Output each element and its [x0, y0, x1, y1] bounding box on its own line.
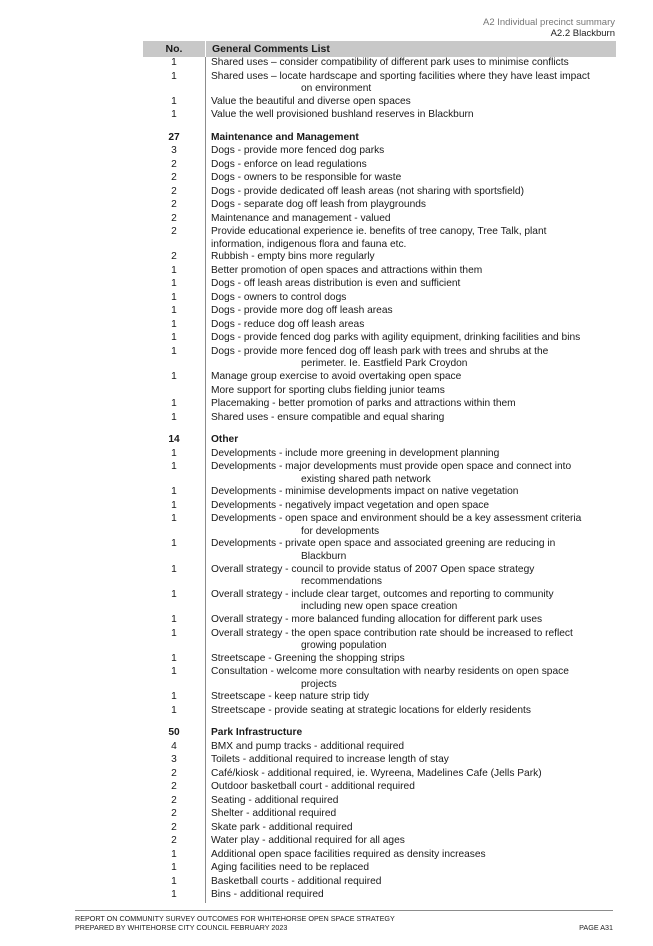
- count-cell: 1: [171, 614, 177, 625]
- comment-text: Dogs - reduce dog off leash areas: [211, 318, 365, 330]
- comment-text: including new open space creation: [301, 601, 458, 613]
- count-cell: 1: [171, 652, 177, 664]
- count-cell: 1: [171, 371, 177, 383]
- comment-text: Maintenance and management - valued: [211, 212, 391, 224]
- count-cell: 2: [171, 767, 177, 779]
- comment-text: Maintenance and Management: [211, 131, 359, 143]
- comment-text: Dogs - off leash areas distribution is even and sufficient: [211, 278, 461, 290]
- count-cell: 1: [171, 461, 177, 473]
- comment-cell: [205, 145, 616, 159]
- comment-text: Streetscape - Greening the shopping strips: [211, 652, 405, 664]
- comment-cell: [205, 849, 616, 863]
- comment-cell: [205, 398, 616, 412]
- comment-cell: [205, 538, 616, 563]
- comment-text: Value the beautiful and diverse open spaces: [211, 95, 411, 107]
- count-cell: 1: [171, 109, 177, 121]
- table-row: [143, 346, 616, 371]
- comment-text: Park Infrastructure: [211, 727, 303, 739]
- header-section-title: A2 Individual precinct summary: [483, 17, 615, 28]
- comment-cell: [205, 461, 616, 486]
- count-cell: 3: [171, 754, 177, 766]
- footer-page-number: PAGE A31: [579, 923, 613, 932]
- comment-text: Dogs - provide dedicated off leash areas (not sharing with sportsfield): [211, 185, 524, 197]
- table-row: [143, 109, 616, 123]
- column-header-comments: General Comments List: [212, 43, 330, 55]
- table-row: [143, 538, 616, 563]
- comment-text: Overall strategy - more balanced funding allocation for different park uses: [211, 614, 543, 625]
- comment-cell: [205, 109, 616, 123]
- count-cell: 1: [171, 447, 177, 459]
- table-row: [143, 186, 616, 200]
- table-row: [143, 513, 616, 538]
- table-row: [143, 461, 616, 486]
- comment-cell: [205, 448, 616, 462]
- comment-cell: [205, 305, 616, 319]
- table-row: [143, 564, 616, 589]
- comment-text: Shared uses – consider compatibility of different park uses to minimise conflicts: [211, 57, 569, 68]
- comment-cell: [205, 822, 616, 836]
- table-row: [143, 500, 616, 514]
- comment-text: growing population: [301, 640, 387, 652]
- comment-text: information, indigenous flora and fauna etc.: [211, 238, 407, 250]
- table-header: [143, 41, 616, 57]
- table-row: [143, 448, 616, 462]
- comments-table: [143, 41, 616, 903]
- comment-text: Overall strategy - council to provide status of 2007 Open space strategy: [211, 563, 535, 575]
- count-cell: 2: [171, 251, 177, 263]
- comment-cell: [205, 319, 616, 333]
- table-row: [143, 57, 616, 71]
- table-row: [143, 876, 616, 890]
- comment-text: Dogs - separate dog off leash from playgrounds: [211, 199, 427, 211]
- table-row: [143, 705, 616, 719]
- comment-cell: [205, 172, 616, 186]
- comment-cell: [205, 628, 616, 653]
- comment-text: Café/kiosk - additional required, ie. Wyreena, Madelines Cafe (Jells Park): [211, 767, 542, 779]
- comment-cell: [205, 808, 616, 822]
- comment-text: More support for sporting clubs fielding junior teams: [211, 384, 445, 396]
- comment-text: Additional open space facilities required as density increases: [211, 848, 486, 860]
- comment-text: Aging facilities need to be replaced: [211, 862, 370, 874]
- count-cell: 1: [171, 332, 177, 344]
- comment-text: for developments: [301, 525, 380, 537]
- header-subsection-title: A2.2 Blackburn: [550, 28, 615, 39]
- comment-text: Water play - additional required for all ages: [211, 835, 405, 847]
- comment-cell: [205, 666, 616, 691]
- comment-text: Placemaking - better promotion of parks and attractions within them: [211, 398, 516, 410]
- comment-cell: [205, 96, 616, 110]
- table-row: [143, 398, 616, 412]
- comment-text: Shared uses - ensure compatible and equal sharing: [211, 411, 445, 423]
- table-row: [143, 754, 616, 768]
- comment-text: Dogs - provide fenced dog parks with agility equipment, drinking facilities and bins: [211, 332, 581, 344]
- table-row: [143, 666, 616, 691]
- comment-cell: [205, 691, 616, 705]
- table-row: [143, 412, 616, 426]
- table-row: [143, 862, 616, 876]
- table-row: [143, 199, 616, 213]
- count-cell: 1: [171, 499, 177, 511]
- comment-text: Manage group exercise to avoid overtaking open space: [211, 371, 462, 383]
- comment-text: recommendations: [301, 576, 382, 588]
- comment-text: Streetscape - keep nature strip tidy: [211, 691, 369, 703]
- count-cell: 1: [171, 57, 177, 68]
- table-row: [143, 332, 616, 346]
- count-cell: 2: [171, 808, 177, 820]
- table-row: [143, 795, 616, 809]
- comment-cell: [205, 862, 616, 876]
- comment-text: Developments - minimise developments impact on native vegetation: [211, 486, 519, 498]
- comment-cell: [205, 754, 616, 768]
- comment-cell: [205, 741, 616, 755]
- table-row: [143, 741, 616, 755]
- table-row: [143, 822, 616, 836]
- comment-cell: [205, 876, 616, 890]
- comment-cell: [205, 513, 616, 538]
- comment-cell: [205, 292, 616, 306]
- count-cell: 27: [168, 131, 180, 143]
- comment-text: Better promotion of open spaces and attractions within them: [211, 264, 483, 276]
- section-heading-row: [143, 727, 616, 741]
- comment-cell: [205, 132, 616, 146]
- count-cell: 1: [171, 291, 177, 303]
- comment-cell: [205, 186, 616, 200]
- comment-text: Dogs - enforce on lead regulations: [211, 158, 367, 170]
- footer-report-title: REPORT ON COMMUNITY SURVEY OUTCOMES FOR WHITEHORSE OPEN SPACE STRATEGY: [75, 914, 395, 923]
- comment-cell: [205, 727, 616, 741]
- comment-text: Dogs - provide more fenced dog parks: [211, 145, 385, 157]
- count-cell: 2: [171, 185, 177, 197]
- table-row: [143, 145, 616, 159]
- count-cell: 4: [171, 740, 177, 752]
- comment-cell: [205, 889, 616, 903]
- comment-text: Developments - private open space and associated greening are reducing in: [211, 538, 556, 550]
- table-row: [143, 292, 616, 306]
- count-cell: 1: [171, 411, 177, 423]
- table-row: [143, 614, 616, 628]
- comment-cell: [205, 705, 616, 719]
- count-cell: 2: [171, 199, 177, 211]
- count-cell: 2: [171, 172, 177, 184]
- comment-text: Shelter - additional required: [211, 808, 337, 820]
- table-row: [143, 305, 616, 319]
- table-row: [143, 159, 616, 173]
- comment-cell: [205, 159, 616, 173]
- table-row: [143, 691, 616, 705]
- comment-text: Skate park - additional required: [211, 821, 353, 833]
- comment-cell: [205, 57, 616, 71]
- table-row: [143, 653, 616, 667]
- table-row: [143, 71, 616, 96]
- section-heading-row: [143, 132, 616, 146]
- table-row: [143, 278, 616, 292]
- count-cell: 1: [171, 264, 177, 276]
- comment-text: Other: [211, 434, 239, 446]
- comment-cell: [205, 589, 616, 614]
- comment-text: Consultation - welcome more consultation with nearby residents on open space: [211, 666, 569, 678]
- count-cell: 14: [168, 434, 180, 446]
- comment-cell: [205, 226, 616, 251]
- comment-cell: [205, 71, 616, 96]
- comment-cell: [205, 385, 616, 399]
- count-cell: 2: [171, 781, 177, 793]
- count-cell: 3: [171, 145, 177, 157]
- comment-cell: [205, 213, 616, 227]
- count-cell: 1: [171, 398, 177, 410]
- table-row: [143, 96, 616, 110]
- table-row: [143, 226, 616, 251]
- table-body: [168, 57, 616, 903]
- table-row: [143, 385, 616, 399]
- comment-text: on environment: [301, 83, 372, 95]
- count-cell: 1: [171, 588, 177, 600]
- comment-cell: [205, 486, 616, 500]
- count-cell: 1: [171, 563, 177, 575]
- count-cell: 1: [171, 513, 177, 525]
- table-row: [143, 768, 616, 782]
- comment-cell: [205, 653, 616, 667]
- comment-text: Value the well provisioned bushland reserves in Blackburn: [211, 109, 474, 121]
- count-cell: 2: [171, 835, 177, 847]
- comment-text: Dogs - provide more dog off leash areas: [211, 305, 393, 317]
- count-cell: 1: [171, 848, 177, 860]
- comment-text: Developments - negatively impact vegetation and open space: [211, 499, 490, 511]
- table-row: [143, 265, 616, 279]
- comment-cell: [205, 500, 616, 514]
- comment-cell: [205, 346, 616, 371]
- comment-text: Seating - additional required: [211, 794, 339, 806]
- table-row: [143, 213, 616, 227]
- count-cell: 2: [171, 226, 177, 238]
- count-cell: 1: [171, 627, 177, 639]
- comment-text: Bins - additional required: [211, 889, 324, 901]
- comment-text: Dogs - owners to be responsible for waste: [211, 172, 402, 184]
- comment-cell: [205, 781, 616, 795]
- comment-cell: [205, 434, 616, 448]
- table-row: [143, 251, 616, 265]
- count-cell: 2: [171, 158, 177, 170]
- comment-text: Provide educational experience ie. benefits of tree canopy, Tree Talk, plant: [211, 226, 547, 238]
- count-cell: 1: [171, 875, 177, 887]
- table-row: [143, 781, 616, 795]
- count-cell: 1: [171, 318, 177, 330]
- comment-text: Developments - open space and environment should be a key assessment criteria: [211, 513, 582, 525]
- comment-cell: [205, 278, 616, 292]
- count-cell: 1: [171, 305, 177, 317]
- count-cell: 1: [171, 889, 177, 901]
- comment-text: existing shared path network: [301, 473, 431, 485]
- comment-text: Outdoor basketball court - additional required: [211, 781, 415, 793]
- table-row: [143, 628, 616, 653]
- comment-text: Streetscape - provide seating at strategic locations for elderly residents: [211, 704, 531, 716]
- count-cell: 2: [171, 794, 177, 806]
- comment-text: Developments - major developments must provide open space and connect into: [211, 461, 572, 473]
- comment-cell: [205, 371, 616, 385]
- comment-cell: [205, 199, 616, 213]
- count-cell: 1: [171, 666, 177, 678]
- comment-text: projects: [301, 678, 337, 690]
- comment-cell: [205, 251, 616, 265]
- count-cell: [143, 385, 205, 399]
- comment-text: Rubbish - empty bins more regularly: [211, 251, 375, 263]
- comment-cell: [205, 332, 616, 346]
- comment-cell: [205, 265, 616, 279]
- count-cell: 2: [171, 821, 177, 833]
- count-cell: 2: [171, 212, 177, 224]
- comment-text: Blackburn: [301, 551, 347, 563]
- comment-cell: [205, 564, 616, 589]
- comment-cell: [205, 614, 616, 628]
- table-row: [143, 808, 616, 822]
- count-cell: 1: [171, 95, 177, 107]
- count-cell: 1: [171, 704, 177, 716]
- count-cell: 1: [171, 345, 177, 357]
- comment-text: Dogs - provide more fenced dog off leash park with trees and shrubs at the: [211, 345, 549, 357]
- count-cell: 1: [171, 862, 177, 874]
- table-row: [143, 319, 616, 333]
- comment-text: Toilets - additional required to increase length of stay: [211, 754, 449, 766]
- comment-text: Developments - include more greening in development planning: [211, 447, 500, 459]
- comment-cell: [205, 795, 616, 809]
- comment-text: perimeter. Ie. Eastfield Park Croydon: [301, 358, 468, 370]
- count-cell: 50: [168, 727, 180, 739]
- footer-prepared-by: PREPARED BY WHITEHORSE CITY COUNCIL FEBRUARY 2023: [75, 923, 288, 932]
- count-cell: 1: [171, 70, 177, 82]
- table-row: [143, 889, 616, 903]
- column-header-no: No.: [143, 41, 206, 57]
- comment-text: BMX and pump tracks - additional required: [211, 740, 405, 752]
- section-heading-row: [143, 434, 616, 448]
- comment-cell: [205, 768, 616, 782]
- comment-text: Overall strategy - include clear target, outcomes and reporting to community: [211, 588, 554, 600]
- count-cell: 1: [171, 691, 177, 703]
- comment-text: Basketball courts - additional required: [211, 875, 382, 887]
- comment-text: Dogs - owners to control dogs: [211, 291, 347, 303]
- table-row: [143, 172, 616, 186]
- count-cell: 1: [171, 538, 177, 550]
- comment-text: Overall strategy - the open space contribution rate should be increased to reflect: [211, 627, 573, 639]
- count-cell: 1: [171, 486, 177, 498]
- comment-cell: [205, 835, 616, 849]
- table-row: [143, 486, 616, 500]
- table-row: [143, 371, 616, 385]
- table-row: [143, 835, 616, 849]
- comment-text: Shared uses – locate hardscape and sporting facilities where they have least impact: [211, 70, 590, 82]
- page-footer: [75, 910, 613, 932]
- count-cell: 1: [171, 278, 177, 290]
- comment-cell: [205, 412, 616, 426]
- table-row: [143, 589, 616, 614]
- table-row: [143, 849, 616, 863]
